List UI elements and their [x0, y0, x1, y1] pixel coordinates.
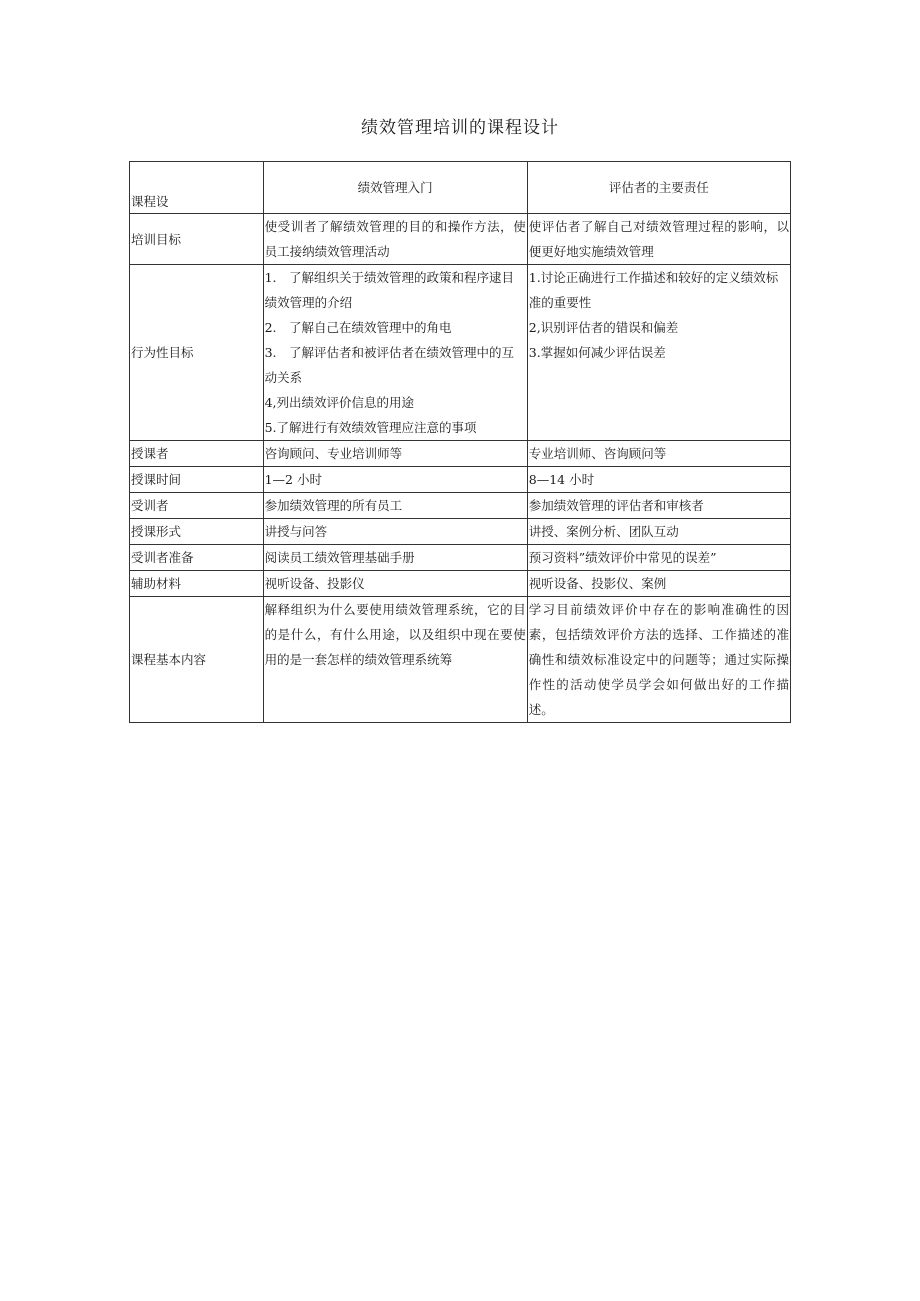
- row-label-duration: 授课时间: [130, 467, 264, 493]
- behavior-item: 1.讨论正确进行工作描述和较好的定义绩效标准的重要性: [528, 270, 779, 310]
- row-label-instructor: 授课者: [130, 441, 264, 467]
- cell-trainees-evaluator: 参加绩效管理的评估者和审核者: [527, 493, 790, 519]
- behavior-item: 4,列出绩效评价信息的用途: [264, 395, 415, 410]
- row-label-materials: 辅助材料: [130, 571, 264, 597]
- table-row-goal: [130, 214, 791, 265]
- row-label-prep: 受训者准备: [130, 545, 264, 571]
- table-row-materials: [130, 571, 791, 597]
- behavior-item: 2. 了解自己在绩效管理中的角电: [264, 320, 452, 335]
- cell-duration-evaluator: 8—14 小时: [527, 467, 790, 493]
- cell-content-evaluator: 学习目前绩效评价中存在的影响准确性的因素，包括绩效评价方法的选择、工作描述的准确性和绩效标准设定中的问题等；通过实际操作性的活动使学员学会如何做出好的工作描述。: [527, 597, 790, 723]
- table-row-trainees: [130, 493, 791, 519]
- behavior-item: 1. 了解组织关于绩效管理的政策和程序逮目绩效管理的介绍: [264, 270, 515, 310]
- header-col-intro: 绩效管理入门: [263, 162, 527, 214]
- header-col-evaluator: 评估者的主要责任: [527, 162, 790, 214]
- cell-trainees-intro: 参加绩效管理的所有员工: [263, 493, 527, 519]
- cell-materials-intro: 视听设备、投影仪: [263, 571, 527, 597]
- course-design-table: [129, 161, 791, 723]
- cell-goal-evaluator: 使评估者了解自己对绩效管理过程的影响，以便更好地实施绩效管理: [527, 214, 790, 265]
- table-row-format: [130, 519, 791, 545]
- cell-duration-intro: 1—2 小时: [263, 467, 527, 493]
- row-label-behavior: 行为性目标: [130, 265, 264, 441]
- cell-prep-evaluator: 预习资料”绩效评价中常见的误差”: [527, 545, 790, 571]
- table-row-duration: [130, 467, 791, 493]
- row-label-goal: 培训目标: [130, 214, 264, 265]
- cell-goal-intro: 使受训者了解绩效管理的目的和操作方法，使员工接纳绩效管理活动: [263, 214, 527, 265]
- page-title: 绩效管理培训的课程设计: [361, 118, 559, 138]
- row-label-content: 课程基本内容: [130, 597, 264, 723]
- cell-behavior-intro: [263, 265, 527, 441]
- table-row-behavior: [130, 265, 791, 441]
- behavior-item: 5.了解进行有效绩效管理应注意的事项: [264, 420, 477, 435]
- table-row-prep: [130, 545, 791, 571]
- cell-instructor-evaluator: 专业培训师、咨询顾问等: [527, 441, 790, 467]
- table-row-instructor: [130, 441, 791, 467]
- table-row-content: [130, 597, 791, 723]
- table-header-row: [130, 162, 791, 214]
- row-label-trainees: 受训者: [130, 493, 264, 519]
- cell-materials-evaluator: 视听设备、投影仪、案例: [527, 571, 790, 597]
- cell-behavior-evaluator: [527, 265, 790, 441]
- cell-content-intro: 解释组织为什么要使用绩效管理系统，它的目的是什么，有什么用途，以及组织中现在要使用的是一套怎样的绩效管理系统筹: [263, 597, 527, 723]
- cell-format-evaluator: 讲授、案例分析、团队互动: [527, 519, 790, 545]
- header-corner-cell: 课程设: [130, 162, 264, 214]
- cell-instructor-intro: 咨询顾问、专业培训师等: [263, 441, 527, 467]
- cell-prep-intro: 阅读员工绩效管理基础手册: [263, 545, 527, 571]
- behavior-item: 2,识别评估者的错误和偏差: [528, 320, 679, 335]
- behavior-item: 3.掌握如何减少评估误差: [528, 345, 666, 360]
- cell-format-intro: 讲授与问答: [263, 519, 527, 545]
- row-label-format: 授课形式: [130, 519, 264, 545]
- behavior-item: 3. 了解评估者和被评估者在绩效管理中的互动关系: [264, 345, 515, 385]
